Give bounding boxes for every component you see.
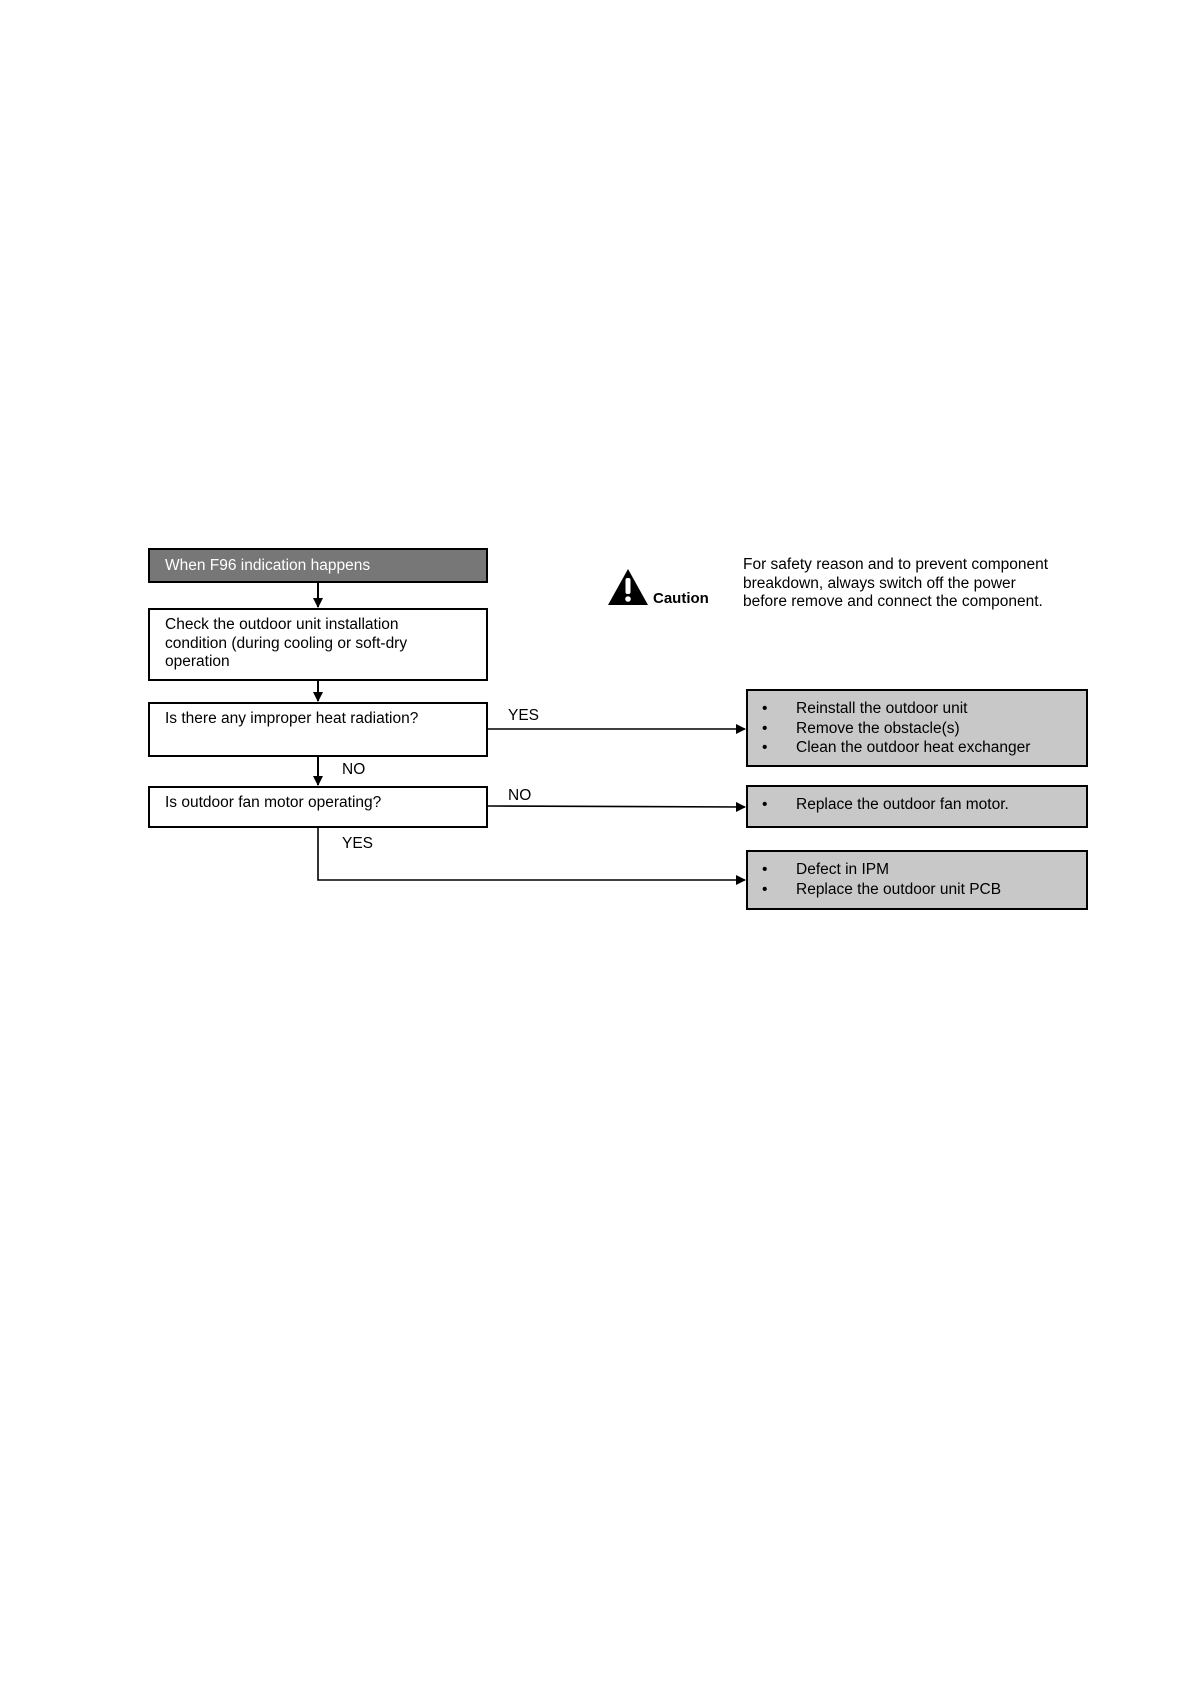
caution-line: before remove and connect the component.	[743, 593, 1043, 610]
start-text: When F96 indication happens	[165, 557, 371, 574]
caution-text	[743, 556, 1073, 612]
start-box	[148, 548, 488, 583]
check-box	[148, 608, 488, 681]
caution-label: Caution	[653, 590, 709, 607]
arrow-q2-yes-to-result	[318, 828, 745, 880]
arrow-q2-no-to-result	[487, 806, 745, 807]
question-heat-radiation-box	[148, 702, 488, 757]
caution-line: breakdown, always switch off the power	[743, 574, 1016, 592]
result-fan-motor-box	[746, 785, 1088, 828]
result-item: • Clean the outdoor heat exchanger	[762, 738, 1072, 758]
branch-label-q1-yes: YES	[508, 707, 540, 724]
result-item: • Reinstall the outdoor unit	[762, 699, 1072, 719]
result-item: • Defect in IPM	[762, 860, 1072, 880]
check-line: Check the outdoor unit installation	[165, 616, 399, 633]
result-list	[762, 860, 1072, 899]
check-line: operation	[165, 653, 230, 670]
result-list	[762, 795, 1072, 815]
caution-line: For safety reason and to prevent component	[743, 556, 1049, 573]
question-fan-motor-text: Is outdoor fan motor operating?	[165, 794, 382, 811]
result-item: • Replace the outdoor fan motor.	[762, 795, 1072, 815]
result-pcb-box	[746, 850, 1088, 910]
check-line: condition (during cooling or soft-dry	[165, 634, 408, 652]
result-item: • Remove the obstacle(s)	[762, 719, 1072, 739]
question-fan-motor-box	[148, 786, 488, 828]
result-list	[762, 699, 1072, 758]
result-heat-radiation-box	[746, 689, 1088, 767]
result-item: • Replace the outdoor unit PCB	[762, 880, 1072, 900]
question-heat-radiation-text: Is there any improper heat radiation?	[165, 710, 419, 727]
branch-label-q1-no: NO	[342, 761, 366, 778]
branch-label-q2-yes: YES	[342, 835, 374, 852]
branch-label-q2-no: NO	[508, 787, 532, 804]
warning-triangle-icon	[606, 567, 650, 607]
